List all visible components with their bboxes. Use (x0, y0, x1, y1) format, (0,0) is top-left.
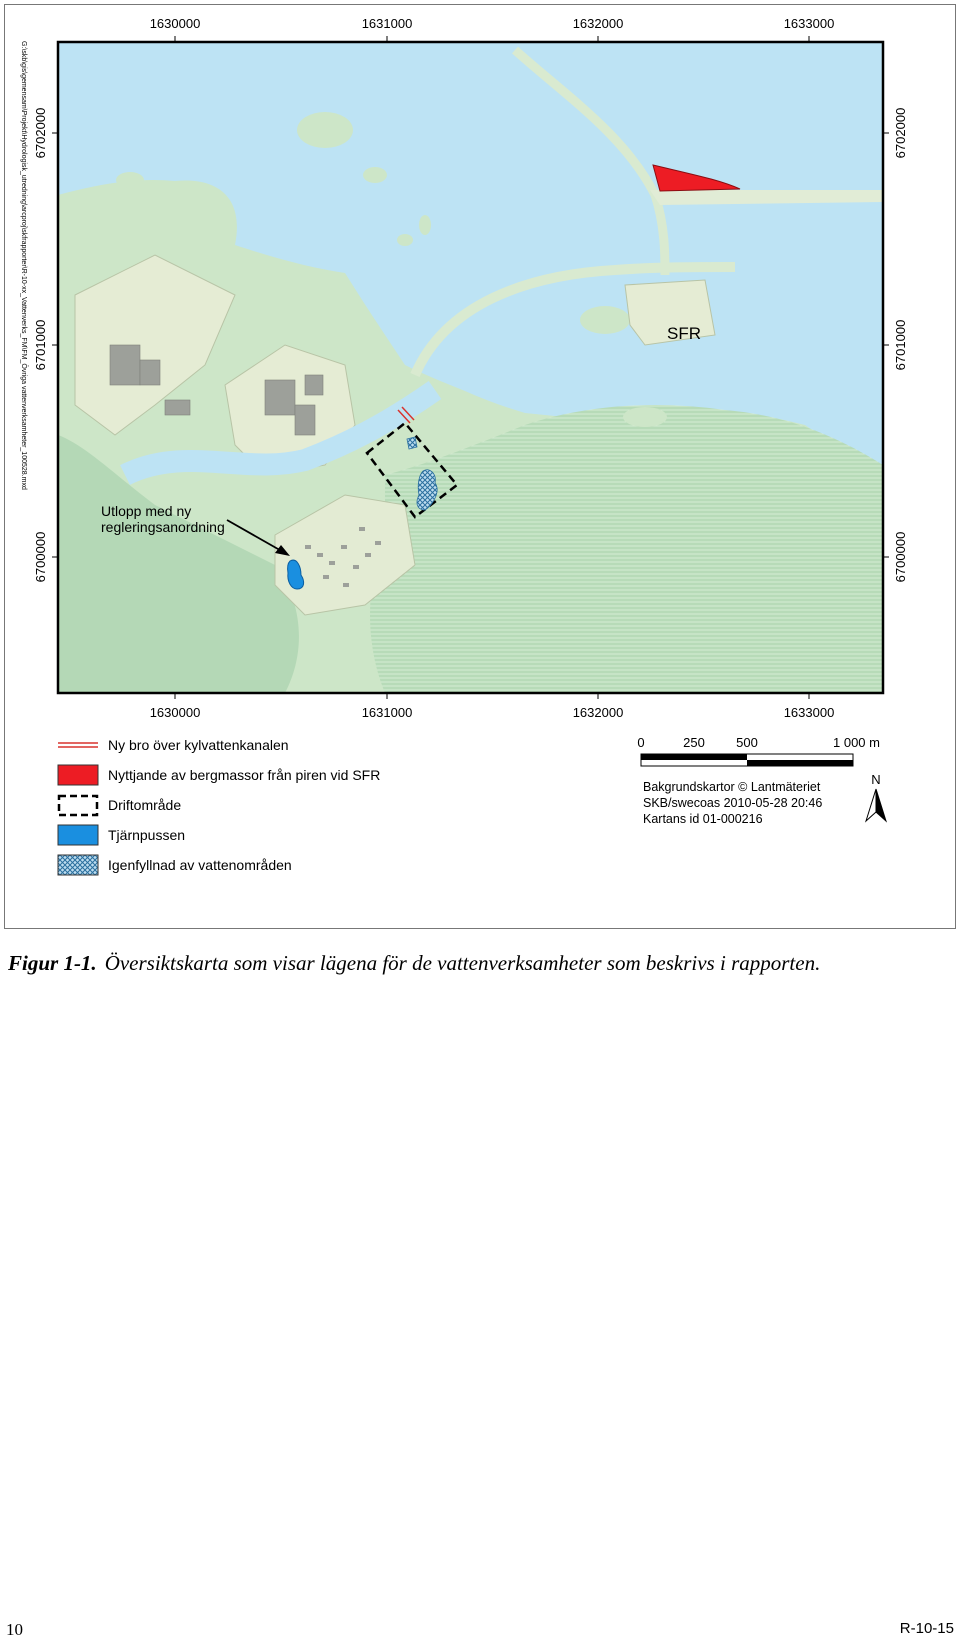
outlet-label-line2: regleringsanordning (101, 519, 225, 535)
figure-caption (8, 950, 948, 976)
legend-label-bedrock: Nyttjande av bergmassor från piren vid SFR (108, 767, 381, 783)
y-tick-right-2: 6701000 (893, 319, 908, 371)
legend-symbol-crosshatch (58, 855, 98, 875)
map-id: Kartans id 01-000216 (643, 812, 763, 826)
infill-area-2 (407, 437, 417, 449)
x-tick-bottom-2: 1631000 (361, 705, 413, 720)
x-tick-bottom-4: 1633000 (783, 705, 835, 720)
y-tick-left-2: 6701000 (33, 319, 48, 371)
x-tick-top-2: 1631000 (361, 16, 413, 31)
y-tick-left-1: 6702000 (33, 107, 48, 159)
legend-symbol-red-fill (58, 765, 98, 785)
y-tick-left-3: 6700000 (33, 531, 48, 583)
report-id: R-10-15 (899, 1620, 954, 1637)
legend-label-infill: Igenfyllnad av vattenområden (108, 857, 292, 873)
figure-frame (4, 4, 956, 929)
figure-caption-text: Översiktskarta som visar lägena för de vattenverksamheter som beskrivs i rapporten. (104, 951, 821, 975)
scale-label-0: 0 (637, 735, 645, 750)
map-area (58, 42, 883, 693)
x-tick-bottom-1: 1630000 (149, 705, 201, 720)
figure-label: Figur 1-1. (8, 951, 97, 975)
x-tick-top-3: 1632000 (572, 16, 624, 31)
sfr-label: SFR (667, 324, 701, 343)
map-credit: Bakgrundskartor © Lantmäteriet (643, 780, 821, 794)
map-author-date: SKB/swecoas 2010-05-28 20:46 (643, 796, 823, 810)
legend-label-operations: Driftområde (108, 797, 182, 813)
y-tick-right-3: 6700000 (893, 531, 908, 583)
legend (58, 737, 380, 875)
scale-label-250: 250 (683, 735, 705, 750)
x-tick-bottom-3: 1632000 (572, 705, 624, 720)
map-figure (5, 5, 955, 928)
legend-symbol-dashed-box (59, 796, 97, 815)
scale-bar (637, 735, 880, 766)
outlet-label-line1: Utlopp med ny (101, 503, 192, 519)
map-file-path: G:\skb\gis\gemensam\Projekt\Hydrologisk_utredning\arcproj\skfrapporter\R-10-xx_Vattenverks_FM\FM_Övriga vattenverksamheter_100528.mxd (20, 41, 27, 490)
page-number: 10 (6, 1620, 23, 1639)
y-tick-right-1: 6702000 (893, 107, 908, 159)
x-tick-top-4: 1633000 (783, 16, 835, 31)
north-arrow-icon (866, 772, 886, 821)
scale-label-1000: 1 000 m (833, 735, 880, 750)
scale-label-500: 500 (736, 735, 758, 750)
legend-label-bridge: Ny bro över kylvattenkanalen (108, 737, 289, 753)
legend-symbol-blue-fill (58, 825, 98, 845)
north-label: N (871, 772, 881, 787)
legend-symbol-bridge (58, 743, 98, 747)
legend-label-tjarnpussen: Tjärnpussen (108, 827, 186, 843)
x-tick-top-1: 1630000 (149, 16, 201, 31)
